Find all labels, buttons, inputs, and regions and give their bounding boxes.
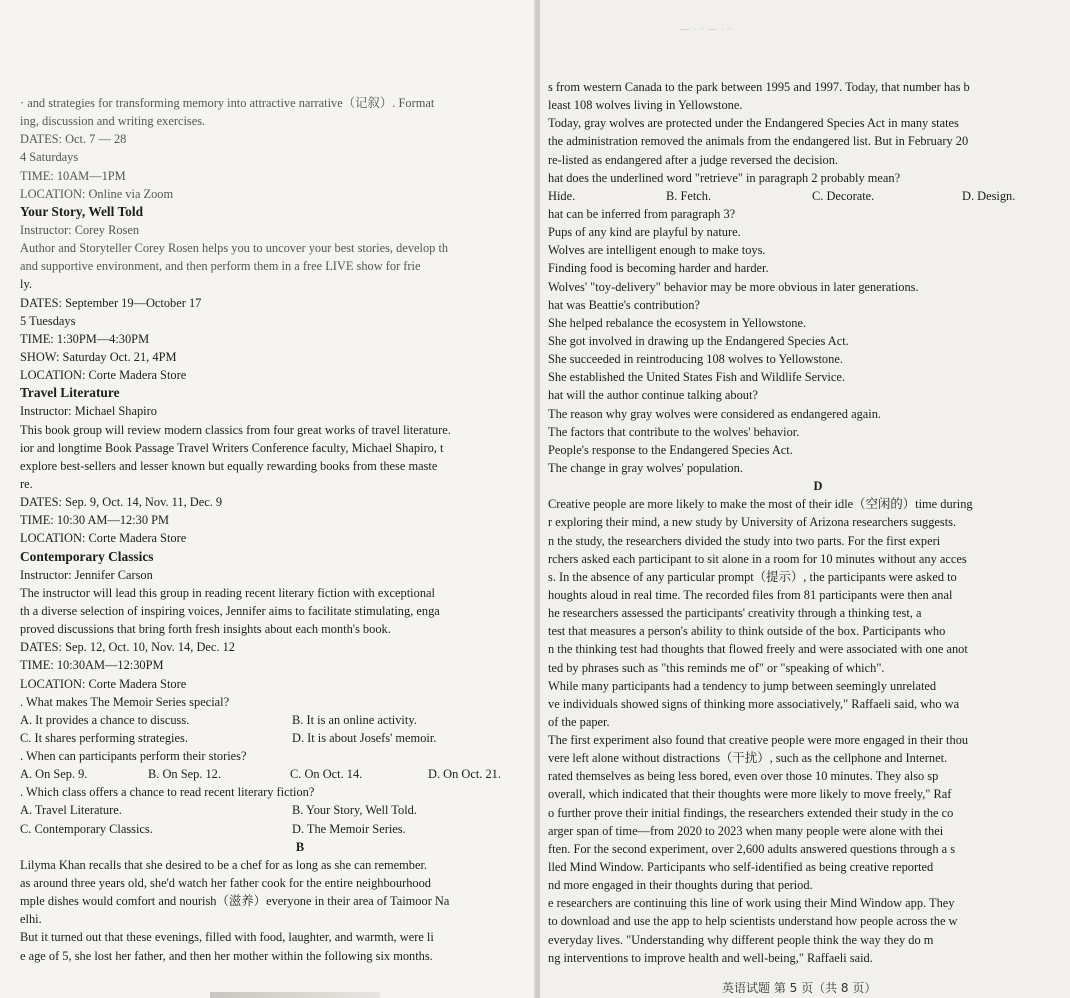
passage-line: While many participants had a tendency to jump between seemingly unrelated <box>548 678 937 693</box>
section-label-b: B <box>295 839 305 854</box>
right-column <box>548 78 1070 967</box>
text-line: Author and Storyteller Corey Rosen helps you to uncover your best stories, develop th <box>20 241 449 256</box>
text-line: She succeeded in reintroducing 108 wolves to Yellowstone. <box>548 352 843 367</box>
passage-line: Lilyma Khan recalls that she desired to be a chef for as long as she can remember. <box>20 857 428 872</box>
option-row <box>20 801 536 819</box>
text-line: LOCATION: Corte Madera Store <box>20 676 187 691</box>
footer-left-smudge <box>210 992 380 998</box>
text-line: She helped rebalance the ecosystem in Yellowstone. <box>548 315 807 330</box>
text-line: hat does the underlined word "retrieve" in paragraph 2 probably mean? <box>548 170 901 185</box>
text-line: She established the United States Fish and Wildlife Service. <box>548 370 845 385</box>
passage-line: houghts aloud in real time. The recorded files from 81 participants were then anal <box>548 587 953 602</box>
answer-option: A. Travel Literature. <box>20 803 122 818</box>
option-row <box>20 820 536 838</box>
left-column <box>20 94 536 965</box>
text-line: Instructor: Michael Shapiro <box>20 404 157 419</box>
text-line: She got involved in drawing up the Endangered Species Act. <box>548 333 849 348</box>
answer-option: B. On Sep. 12. <box>148 767 221 782</box>
text-line: Today, gray wolves are protected under the Endangered Species Act in many states <box>548 116 959 131</box>
passage-line: n the thinking test had thoughts that flowed freely and were associated with one anot <box>548 642 968 657</box>
answer-option: A. On Sep. 9. <box>20 767 88 782</box>
text-line: 5 Tuesdays <box>20 313 76 328</box>
text-line: ing, discussion and writing exercises. <box>20 114 206 129</box>
passage-line: Creative people are more likely to make the most of their idle（空闲的）time during <box>548 497 973 512</box>
passage-line: nd more engaged in their thoughts during that period. <box>548 878 813 893</box>
passage-line: lled Mind Window. Participants who self-identified as being creative reported <box>548 860 934 875</box>
option-row <box>20 711 536 729</box>
text-line: proved discussions that bring forth fresh insights about each month's book. <box>20 622 391 637</box>
text-line: DATES: September 19—October 17 <box>20 295 202 310</box>
text-line: TIME: 10:30AM—12:30PM <box>20 658 164 673</box>
answer-option: D. The Memoir Series. <box>292 821 406 836</box>
section-label-d: D <box>813 479 823 494</box>
question-stem: . Which class offers a chance to read recent literary fiction? <box>20 785 315 800</box>
passage-line: of the paper. <box>548 714 610 729</box>
text-line: s from western Canada to the park between 1995 and 1997. Today, that number has b <box>548 80 970 94</box>
text-line: re. <box>20 476 33 491</box>
passage-line: mple dishes would comfort and nourish（滋养）everyone in their area of Taimoor Na <box>20 894 450 909</box>
page-footer: 英语试题 第 5 页（共 8 页） <box>722 981 877 995</box>
text-line: The change in gray wolves' population. <box>548 460 743 475</box>
text-line: the administration removed the animals from the endangered list. But in February 20 <box>548 134 969 149</box>
answer-option: B. It is an online activity. <box>292 712 417 727</box>
passage-line: o further prove their initial findings, the researchers extended their study in the co <box>548 805 954 820</box>
passage-line: to download and use the app to help scientists understand how people across the w <box>548 914 958 929</box>
passage-line: as around three years old, she'd watch her father cook for the entire neighbourhood <box>20 876 431 891</box>
answer-option: C. It shares performing strategies. <box>20 730 188 745</box>
text-line: SHOW: Saturday Oct. 21, 4PM <box>20 349 177 364</box>
option-row <box>548 187 1070 205</box>
passage-line: ften. For the second experiment, over 2,600 adults answered questions through a s <box>548 841 956 856</box>
passage-line: ng interventions to improve health and well-being," Raffaeli said. <box>548 950 873 965</box>
passage-line: e researchers are continuing this line of work using their Mind Window app. They <box>548 896 955 911</box>
passage-line: rchers asked each participant to sit alone in a room for 10 minutes without any acces <box>548 551 967 566</box>
answer-option: C. On Oct. 14. <box>290 767 363 782</box>
section-heading: Travel Literature <box>20 385 120 401</box>
text-line: least 108 wolves living in Yellowstone. <box>548 98 743 113</box>
text-line: Pups of any kind are playful by nature. <box>548 225 741 240</box>
passage-line: r exploring their mind, a new study by University of Arizona researchers suggests. <box>548 515 957 530</box>
text-line: DATES: Sep. 9, Oct. 14, Nov. 11, Dec. 9 <box>20 495 223 510</box>
text-line: ly. <box>20 277 32 292</box>
question-stem: . When can participants perform their stories? <box>20 749 247 764</box>
answer-option: A. It provides a chance to discuss. <box>20 712 190 727</box>
passage-line: everyday lives. "Understanding why different people think the way they do m <box>548 932 934 947</box>
header-smudge: — · · — · · <box>680 24 733 34</box>
passage-line: vere left alone without distractions（干扰）, such as the cellphone and Internet. <box>548 751 948 766</box>
passage-line: overall, which indicated that their thoughts were more likely to move freely," Raf <box>548 787 952 802</box>
text-line: hat will the author continue talking about? <box>548 388 758 403</box>
text-line: LOCATION: Online via Zoom <box>20 186 174 201</box>
passage-line: he researchers assessed the participants' creativity through a thinking test, a <box>548 606 922 621</box>
answer-option: Hide. <box>548 188 576 203</box>
answer-option: C. Decorate. <box>812 188 875 203</box>
text-line: 4 Saturdays <box>20 150 79 165</box>
passage-line: test that measures a person's ability to think outside of the box. Participants who <box>548 624 946 639</box>
text-line: The factors that contribute to the wolves' behavior. <box>548 424 800 439</box>
right-page <box>540 0 1070 998</box>
text-line: TIME: 1:30PM—4:30PM <box>20 331 150 346</box>
passage-line: ve individuals showed signs of thinking more associatively," Raffaeli said, who wa <box>548 696 960 711</box>
text-line: explore best-sellers and lesser known but equally rewarding books from these maste <box>20 458 438 473</box>
answer-option: D. Design. <box>962 188 1016 203</box>
text-line: Instructor: Jennifer Carson <box>20 567 153 582</box>
question-stem: . What makes The Memoir Series special? <box>20 694 230 709</box>
text-line: TIME: 10AM—1PM <box>20 168 126 183</box>
option-row <box>20 729 536 747</box>
section-heading: Your Story, Well Told <box>20 203 144 219</box>
text-line: Finding food is becoming harder and harder. <box>548 261 769 276</box>
answer-option: D. It is about Josefs' memoir. <box>292 730 437 745</box>
text-line: hat can be inferred from paragraph 3? <box>548 206 736 221</box>
answer-option: B. Fetch. <box>666 188 712 203</box>
text-line: DATES: Oct. 7 — 28 <box>20 132 127 147</box>
text-line: People's response to the Endangered Species Act. <box>548 442 793 457</box>
passage-line: arger span of time—from 2020 to 2023 when many people were alone with thei <box>548 823 944 838</box>
passage-line: The first experiment also found that creative people were more engaged in their thou <box>548 733 969 748</box>
text-line: ior and longtime Book Passage Travel Writers Conference faculty, Michael Shapiro, t <box>20 440 444 455</box>
answer-option: B. Your Story, Well Told. <box>292 803 417 818</box>
text-line: Wolves' "toy-delivery" behavior may be more obvious in later generations. <box>548 279 919 294</box>
passage-line: s. In the absence of any particular prompt（提示）, the participants were asked to <box>548 569 957 584</box>
text-line: hat was Beattie's contribution? <box>548 297 700 312</box>
text-line: Instructor: Corey Rosen <box>20 222 140 237</box>
text-line: · and strategies for transforming memory into attractive narrative（记叙）. Format <box>20 96 435 110</box>
text-line: Wolves are intelligent enough to make toys. <box>548 243 766 258</box>
text-line: LOCATION: Corte Madera Store <box>20 531 187 546</box>
text-line: re-listed as endangered after a judge reversed the decision. <box>548 152 839 167</box>
text-line: This book group will review modern classics from four great works of travel literature. <box>20 422 451 437</box>
text-line: The reason why gray wolves were considered as endangered again. <box>548 406 882 421</box>
passage-line: e age of 5, she lost her father, and then her mother within the following six months. <box>20 948 433 963</box>
passage-line: rated themselves as being less bored, even over those 10 minutes. They also sp <box>548 769 939 784</box>
text-line: The instructor will lead this group in reading recent literary fiction with exceptional <box>20 585 435 600</box>
passage-line: elhi. <box>20 912 42 927</box>
answer-option: D. On Oct. 21. <box>428 767 501 782</box>
passage-line: But it turned out that these evenings, filled with food, laughter, and warmth, were li <box>20 930 434 945</box>
text-line: TIME: 10:30 AM—12:30 PM <box>20 513 170 528</box>
section-heading: Contemporary Classics <box>20 548 154 564</box>
passage-line: n the study, the researchers divided the study into two parts. For the first experi <box>548 533 941 548</box>
answer-option: C. Contemporary Classics. <box>20 821 153 836</box>
text-line: and supportive environment, and then perform them in a free LIVE show for frie <box>20 259 421 274</box>
passage-line: ted by phrases such as "this reminds me of" or "speaking of which". <box>548 660 885 675</box>
text-line: DATES: Sep. 12, Oct. 10, Nov. 14, Dec. 12 <box>20 640 235 655</box>
text-line: th a diverse selection of inspiring voices, Jennifer aims to facilitate stimulating, enga <box>20 603 440 618</box>
option-row <box>20 765 536 783</box>
text-line: LOCATION: Corte Madera Store <box>20 368 187 383</box>
